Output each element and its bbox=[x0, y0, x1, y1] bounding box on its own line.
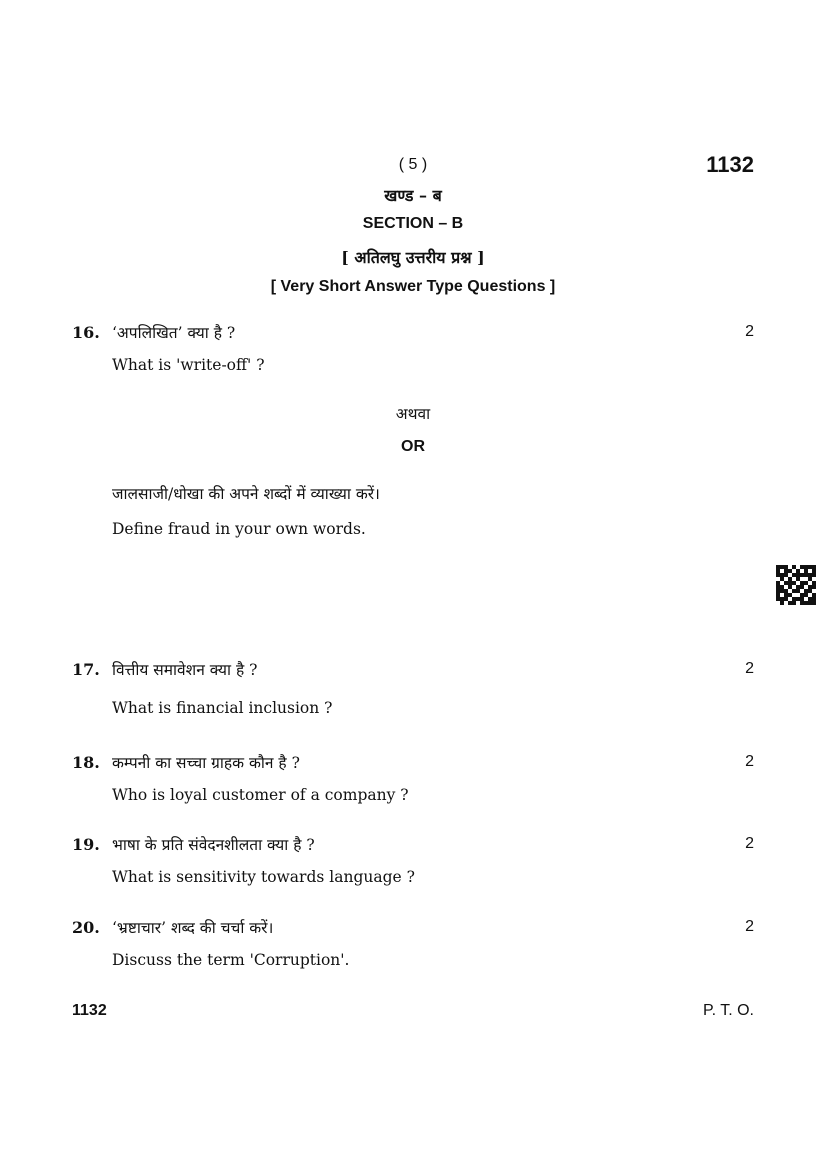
alternate-question-hindi: जालसाजी/धोखा की अपने शब्दों में व्याख्या करें। bbox=[112, 485, 380, 503]
question-text-hindi: भाषा के प्रति संवेदनशीलता क्या है ? bbox=[112, 836, 315, 854]
or-label-hindi: अथवा bbox=[395, 405, 431, 423]
question-number: 17. bbox=[72, 660, 100, 679]
question-type-hindi: [ अतिलघु उत्तरीय प्रश्न ] bbox=[341, 248, 485, 267]
pto-label: P. T. O. bbox=[703, 1002, 754, 1019]
question-text-hindi: वित्तीय समावेशन क्या है ? bbox=[112, 661, 258, 679]
paper-code-bottom: 1132 bbox=[72, 1002, 107, 1019]
question-text-english: What is 'write-off' ? bbox=[112, 356, 265, 374]
question-text-english: What is financial inclusion ? bbox=[112, 699, 333, 717]
question-number: 19. bbox=[72, 835, 100, 854]
question-marks: 2 bbox=[745, 323, 754, 340]
or-label-english: OR bbox=[401, 438, 425, 455]
question-marks: 2 bbox=[745, 835, 754, 852]
qr-code-icon bbox=[776, 565, 816, 605]
question-marks: 2 bbox=[745, 753, 754, 770]
question-number: 18. bbox=[72, 753, 100, 772]
paper-code-top: 1132 bbox=[706, 152, 754, 177]
question-marks: 2 bbox=[745, 918, 754, 935]
question-text-hindi: ‘भ्रष्टाचार’ शब्द की चर्चा करें। bbox=[112, 919, 274, 937]
question-text-hindi: कम्पनी का सच्चा ग्राहक कौन है ? bbox=[112, 754, 300, 772]
question-marks: 2 bbox=[745, 660, 754, 677]
page-number: ( 5 ) bbox=[398, 156, 428, 173]
section-title-hindi: खण्ड – ब bbox=[384, 186, 442, 205]
question-number: 16. bbox=[72, 323, 100, 342]
question-type-english: [ Very Short Answer Type Questions ] bbox=[270, 278, 556, 295]
question-number: 20. bbox=[72, 918, 100, 937]
question-text-english: Who is loyal customer of a company ? bbox=[112, 786, 409, 804]
question-text-hindi: ‘अपलिखित’ क्या है ? bbox=[112, 324, 236, 342]
question-text-english: What is sensitivity towards language ? bbox=[112, 868, 415, 886]
alternate-question-english: Define fraud in your own words. bbox=[112, 520, 366, 538]
question-text-english: Discuss the term 'Corruption'. bbox=[112, 951, 350, 969]
section-title-english: SECTION – B bbox=[362, 215, 464, 232]
